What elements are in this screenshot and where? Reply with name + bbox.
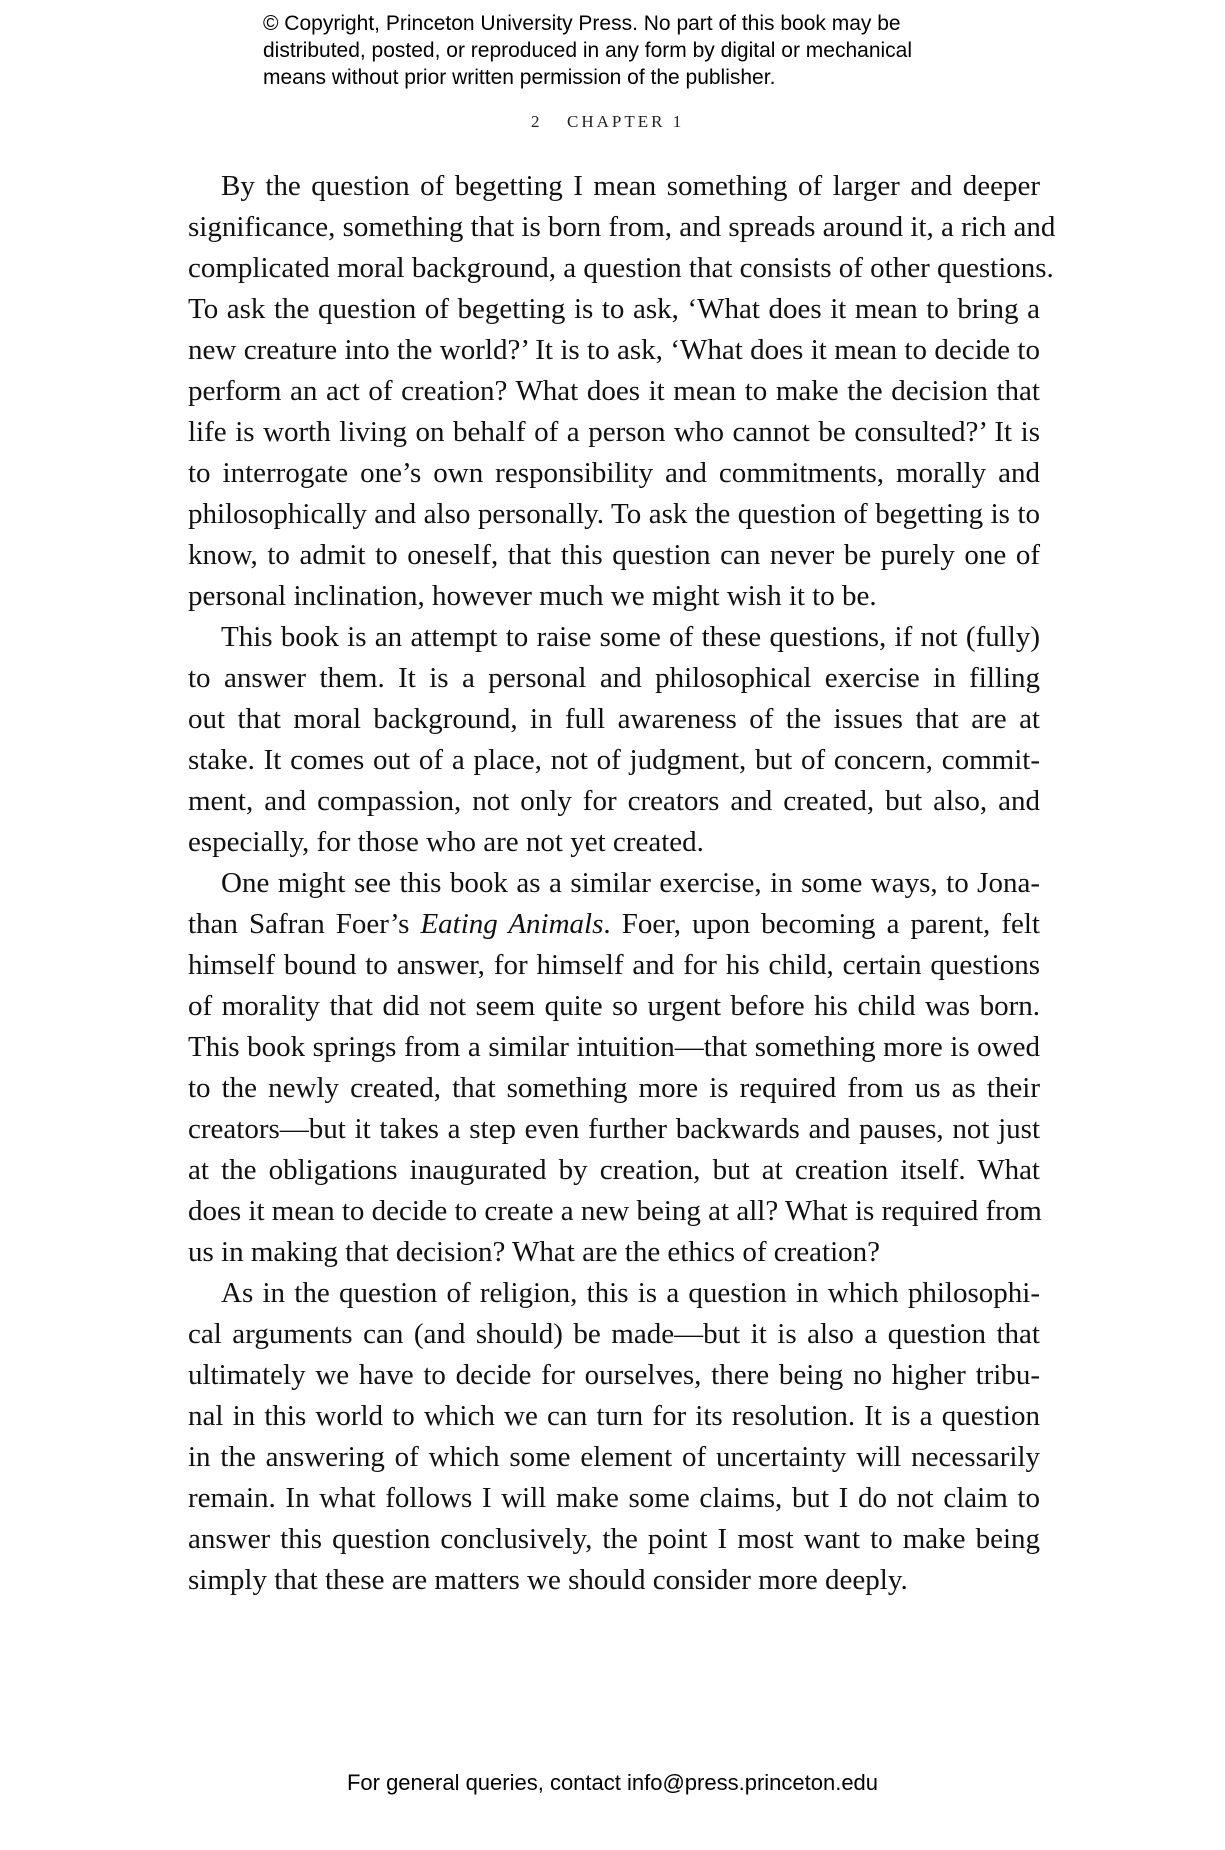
- text-line: to the newly created, that something more is required from us as their: [188, 1072, 1040, 1104]
- text-line: answer this question conclusively, the point I most want to make being: [188, 1523, 1040, 1555]
- text-line: complicated moral background, a question that consists of other questions.: [188, 252, 1054, 284]
- text-line: This book is an attempt to raise some of these questions, if not (fully): [221, 621, 1040, 653]
- text-line: us in making that decision? What are the ethics of creation?: [188, 1236, 880, 1268]
- text-run: . Foer, upon becoming a parent, felt: [603, 908, 1040, 940]
- body-text: [188, 166, 1056, 1601]
- text-line: One might see this book as a similar exercise, in some ways, to Jona-: [221, 867, 1040, 899]
- paragraph: [188, 617, 1040, 863]
- text-line: perform an act of creation? What does it mean to make the decision that: [188, 375, 1040, 407]
- contact-footer: For general queries, contact info@press.princeton.edu: [346, 1770, 879, 1795]
- text-run: than Safran Foer’s: [188, 908, 421, 940]
- text-line: at the obligations inaugurated by creation, but at creation itself. What: [188, 1154, 1040, 1186]
- book-title: Eating Animals: [420, 908, 604, 940]
- text-line: especially, for those who are not yet created.: [188, 826, 704, 858]
- text-line: out that moral background, in full awareness of the issues that are at: [188, 703, 1040, 735]
- text-line: nal in this world to which we can turn for its resolution. It is a question: [188, 1400, 1040, 1432]
- text-line: [188, 904, 1040, 945]
- text-line: of morality that did not seem quite so urgent before his child was born.: [188, 990, 1040, 1022]
- text-line: new creature into the world?’ It is to ask, ‘What does it mean to decide to: [188, 334, 1040, 366]
- text-line: As in the question of religion, this is a question in which philosophi-: [221, 1277, 1040, 1309]
- text-line: To ask the question of begetting is to ask, ‘What does it mean to bring a: [188, 293, 1040, 325]
- text-line: ultimately we have to decide for ourselves, there being no higher tribu-: [188, 1359, 1040, 1391]
- paragraph: [188, 863, 1040, 1273]
- copyright-line: means without prior written permission of the publisher.: [263, 66, 776, 89]
- text-line: ment, and compassion, not only for creators and created, but also, and: [188, 785, 1040, 817]
- text-line: significance, something that is born from, and spreads around it, a rich and: [188, 211, 1056, 243]
- text-line: life is worth living on behalf of a person who cannot be consulted?’ It is: [188, 416, 1040, 448]
- text-line: simply that these are matters we should consider more deeply.: [188, 1564, 908, 1596]
- text-line: to interrogate one’s own responsibility and commitments, morally and: [188, 457, 1040, 489]
- text-line: creators—but it takes a step even further backwards and pauses, not just: [188, 1113, 1040, 1145]
- text-line: personal inclination, however much we might wish it to be.: [188, 580, 877, 612]
- paragraph: [188, 1273, 1040, 1601]
- text-line: know, to admit to oneself, that this question can never be purely one of: [188, 539, 1040, 571]
- text-line: remain. In what follows I will make some claims, but I do not claim to: [188, 1482, 1040, 1514]
- text-line: in the answering of which some element of uncertainty will necessarily: [188, 1441, 1040, 1473]
- text-line: cal arguments can (and should) be made—but it is also a question that: [188, 1318, 1040, 1350]
- page-number: 2: [531, 112, 543, 131]
- text-line: does it mean to decide to create a new being at all? What is required from: [188, 1195, 1042, 1227]
- chapter-label: CHAPTER 1: [567, 112, 685, 131]
- text-line: By the question of begetting I mean something of larger and deeper: [221, 170, 1040, 202]
- text-line: himself bound to answer, for himself and for his child, certain questions: [188, 949, 1040, 981]
- copyright-line: © Copyright, Princeton University Press. No part of this book may be: [263, 12, 901, 35]
- copyright-notice: [263, 10, 1023, 91]
- text-line: This book springs from a similar intuition—that something more is owed: [188, 1031, 1040, 1063]
- text-line: to answer them. It is a personal and philosophical exercise in filling: [188, 662, 1040, 694]
- copyright-line: distributed, posted, or reproduced in any form by digital or mechanical: [263, 39, 913, 62]
- text-line: stake. It comes out of a place, not of judgment, but of concern, commit-: [188, 744, 1040, 776]
- text-line: philosophically and also personally. To ask the question of begetting is to: [188, 498, 1040, 530]
- paragraph: [188, 166, 1056, 617]
